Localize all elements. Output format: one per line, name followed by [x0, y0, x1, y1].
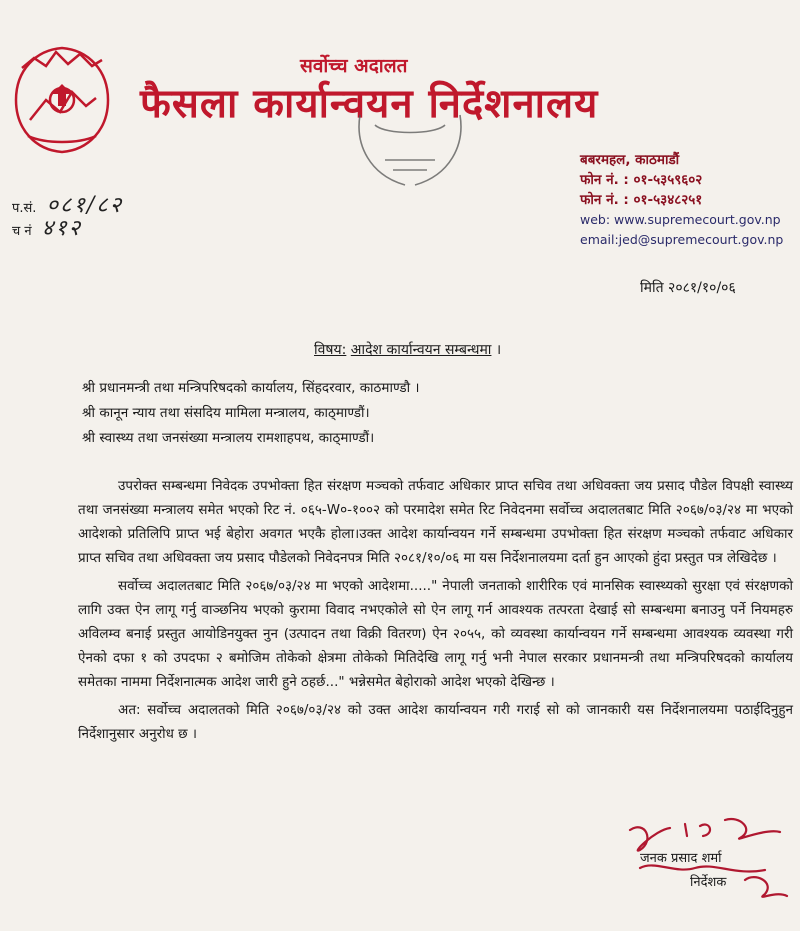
- subject-end: ।: [495, 342, 502, 358]
- subject-label: विषय:: [314, 342, 347, 358]
- chn-label: च नं: [12, 224, 32, 239]
- registration-stamp-icon: [345, 105, 475, 190]
- subject-line: [314, 340, 501, 359]
- subject-text: आदेश कार्यान्वयन सम्बन्धमा: [350, 342, 492, 358]
- ps-value: ०८१/८२: [46, 193, 124, 218]
- website-link[interactable]: web: www.supremecourt.gov.np: [580, 212, 781, 227]
- body-paragraph-3: अत: सर्वोच्च अदालतको मिति २०६७/०३/२४ को उक्त आदेश कार्यान्वयन गरी गराई सो को जानकारी यस निर्देशनालयमा पठाईदिनुहुन निर्देशानुसार अनुरोध छ ।: [78, 702, 793, 742]
- letter-body: [78, 474, 793, 750]
- addressee-2: श्री कानून न्याय तथा संसदिय मामिला मन्त्रालय, काठ्माण्डौं।: [82, 405, 370, 421]
- chalani-number: [12, 216, 123, 242]
- phone-2: फोन नं. : ०१-५३४८२५१: [580, 192, 703, 208]
- ps-label: प.सं.: [12, 201, 37, 216]
- letter-date: मिति २०८१/१०/०६: [640, 280, 736, 296]
- signatory-title: निर्देशक: [690, 875, 727, 890]
- contact-block: [580, 150, 783, 250]
- nepal-emblem-icon: [6, 40, 118, 160]
- addressee-1: श्री प्रधानमन्त्री तथा मन्त्रिपरिषदको कार्यालय, सिंहदरवार, काठमाण्डौ ।: [82, 380, 420, 396]
- address: बबरमहल, काठमाडौं: [580, 152, 680, 168]
- reference-numbers: [12, 193, 124, 242]
- court-name: सर्वोच्च अदालत: [300, 55, 408, 77]
- email-link[interactable]: email:jed@supremecourt.gov.np: [580, 232, 784, 247]
- signatory-name: जनक प्रसाद शर्मा: [640, 851, 722, 866]
- addressee-3: श्री स्वास्थ्य तथा जनसंख्या मन्त्रालय रामशाहपथ, काठ्माण्डौं।: [82, 430, 375, 446]
- body-paragraph-2: सर्वोच्च अदालतबाट मिति २०६७/०३/२४ मा भएको आदेशमा....." नेपाली जनताको शारीरिक एवं मानसिक स्वास्थ्यको सुरक्षा एवं संरक्षणको लागि उक्त ऐन लागू गर्नु वाञ्छनिय भएको कुरामा विवाद नभएकोले सो ऐन लागू गर्न आवश्यक तत्परता देखाई सो सम्बन्धमा बनाउनु पर्ने नियमहरु अविलम्व बनाई प्रस्तुत आयोडिनयुक्त नुन (उत्पादन तथा विक्री वितरण) ऐन २०५५, को व्यवस्था कार्यान्वयन गर्ने सम्बन्धमा आवश्यक व्यवस्था गरी ऐनको दफा १ को उपदफा २ बमोजिम तोकेको क्षेत्रमा तोकेको मितिदेखि लागू गर्नु भनी नेपाल सरकार प्रधानमन्त्री तथा मन्त्रिपरिषदको कार्यालय समेतका नाममा निर्देशनात्मक आदेश जारी हुने ठहर्छ..." भन्नेसमेत बेहोराको आदेश भएको देखिन्छ ।: [78, 578, 793, 690]
- chn-value: ४१२: [41, 216, 83, 241]
- addressee-list: [82, 376, 420, 451]
- phone-1: फोन नं. : ०१-५३५९६०२: [580, 172, 703, 188]
- body-paragraph-1: उपरोक्त सम्बन्धमा निवेदक उपभोक्ता हित संरक्षण मञ्चको तर्फवाट अधिकार प्राप्त सचिव तथा अधिवक्ता जय प्रसाद पौडेल विपक्षी स्वास्थ्य तथा जनसंख्या मन्त्रालय समेत भएको रिट नं. ०६५-W०-१००२ को परमादेश समेत रिट निवेदनमा सर्वोच्च अदालतबाट मिति २०६७/०३/२४ मा भएको आदेशको प्रतिलिपि प्राप्त भई बेहोरा अवगत भएकै होला।उक्त आदेश कार्यान्वयन गर्ने सम्बन्धमा उपभोक्ता हित संरक्षण मञ्चको तर्फवाट अधिकार प्राप्त सचिव तथा अधिवक्ता जय प्रसाद पौडेलको निवेदनपत्र मिति २०८१/१०/०६ मा यस निर्देशनालयमा दर्ता हुन आएको हुंदा प्रस्तुत पत्र लेखिदेछ ।: [78, 478, 793, 566]
- office-name: फैसला कार्यान्वयन निर्देशनालय: [140, 81, 599, 127]
